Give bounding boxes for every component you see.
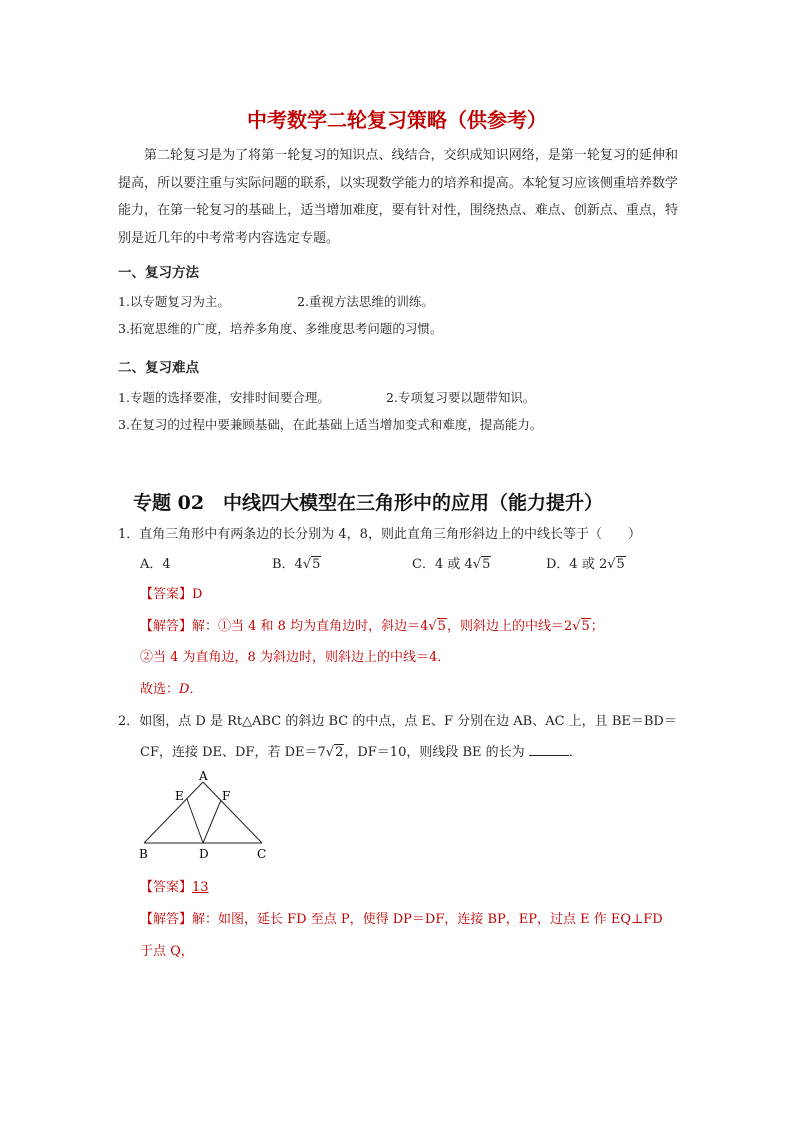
- q1-option-a: A．4: [140, 557, 171, 572]
- page-title: 中考数学二轮复习策略（供参考）: [247, 108, 547, 132]
- q1-option-c: C．4 或 4√5: [412, 557, 491, 572]
- q2-stem-line-2: CF，连接 DE、DF，若 DE＝7√2，DF＝10，则线段 BE 的长为 ．: [140, 745, 582, 760]
- answer-blank: [529, 745, 569, 756]
- q1-option-d: D．4 或 2√5: [546, 557, 625, 572]
- topic-heading: 专题 02 中线四大模型在三角形中的应用（能力提升）: [133, 492, 604, 514]
- label-d: D: [199, 847, 209, 861]
- section-heading-methods: 一、复习方法: [118, 265, 199, 281]
- method-item-3: 3.拓宽思维的广度，培养多角度、多维度思考问题的习惯。: [118, 321, 443, 336]
- q1-stem: 1．直角三角形中有两条边的长分别为 4，8，则此直角三角形斜边上的中线长等于（ ）: [118, 527, 641, 542]
- solution-label: 【解答】: [140, 619, 193, 634]
- q2-stem-line-1: 2．如图，点 D 是 Rt△ABC 的斜边 BC 的中点，点 E、F 分别在边 AB、AC 上，且 BE＝BD＝: [118, 714, 677, 729]
- difficulty-item-3: 3.在复习的过程中要兼顾基础，在此基础上适当增加变式和难度，提高能力。: [118, 417, 543, 432]
- difficulty-item-1: 1.专题的选择要准，安排时间要合理。: [118, 390, 330, 405]
- q1-answer: [140, 583, 202, 602]
- segment-de: [187, 799, 203, 843]
- q2-solution-line-2: 于点 Q，: [140, 944, 194, 959]
- method-item-2: 2.重视方法思维的训练。: [297, 294, 434, 309]
- answer-label: 【答案】: [140, 587, 193, 602]
- q1-solution-line-1: 【解答】解：①当 4 和 8 均为直角边时，斜边＝4√5，则斜边上的中线＝2√5；: [140, 619, 604, 634]
- label-b: B: [139, 847, 148, 861]
- answer-value: D: [192, 587, 203, 602]
- q2-solution-line-1: 【解答】解：如图，延长 FD 至点 P，使得 DP＝DF，连接 BP，EP，过点 E 作 EQ⊥FD: [140, 912, 663, 927]
- answer-label: 【答案】: [140, 880, 193, 895]
- method-item-1: 1.以专题复习为主。: [118, 294, 230, 309]
- difficulty-item-2: 2.专项复习要以题带知识。: [386, 390, 536, 405]
- solution-label: 【解答】: [140, 912, 193, 927]
- intro-paragraph: 第二轮复习是为了将第一轮复习的知识点、线结合，交织成知识网络，是第一轮复习的延伸和提高，所以要注重与实际问题的联系，以实现数学能力的培养和提高。本轮复习应该侧重培养数学能力，在第一轮复习的基础上，适当增加难度，要有针对性，围绕热点、难点、创新点、重点，特别是近几年的中考常考内容选定专题。: [118, 148, 678, 246]
- q1-option-b: B．4√5: [272, 557, 321, 572]
- segment-ac: [203, 782, 262, 843]
- q2-answer: [140, 876, 209, 895]
- section-heading-difficulties: 二、复习难点: [118, 360, 199, 376]
- segment-df: [203, 800, 221, 843]
- triangle-figure: [132, 766, 282, 864]
- q1-solution-line-2: ②当 4 为直角边，8 为斜边时，则斜边上的中线＝4．: [140, 650, 451, 665]
- label-f: F: [222, 789, 231, 803]
- answer-value: 13: [192, 880, 209, 895]
- q1-choose: 故选：D．: [140, 682, 203, 697]
- label-c: C: [257, 847, 267, 861]
- label-e: E: [175, 789, 184, 803]
- segment-ab: [144, 782, 203, 843]
- label-a: A: [199, 769, 208, 783]
